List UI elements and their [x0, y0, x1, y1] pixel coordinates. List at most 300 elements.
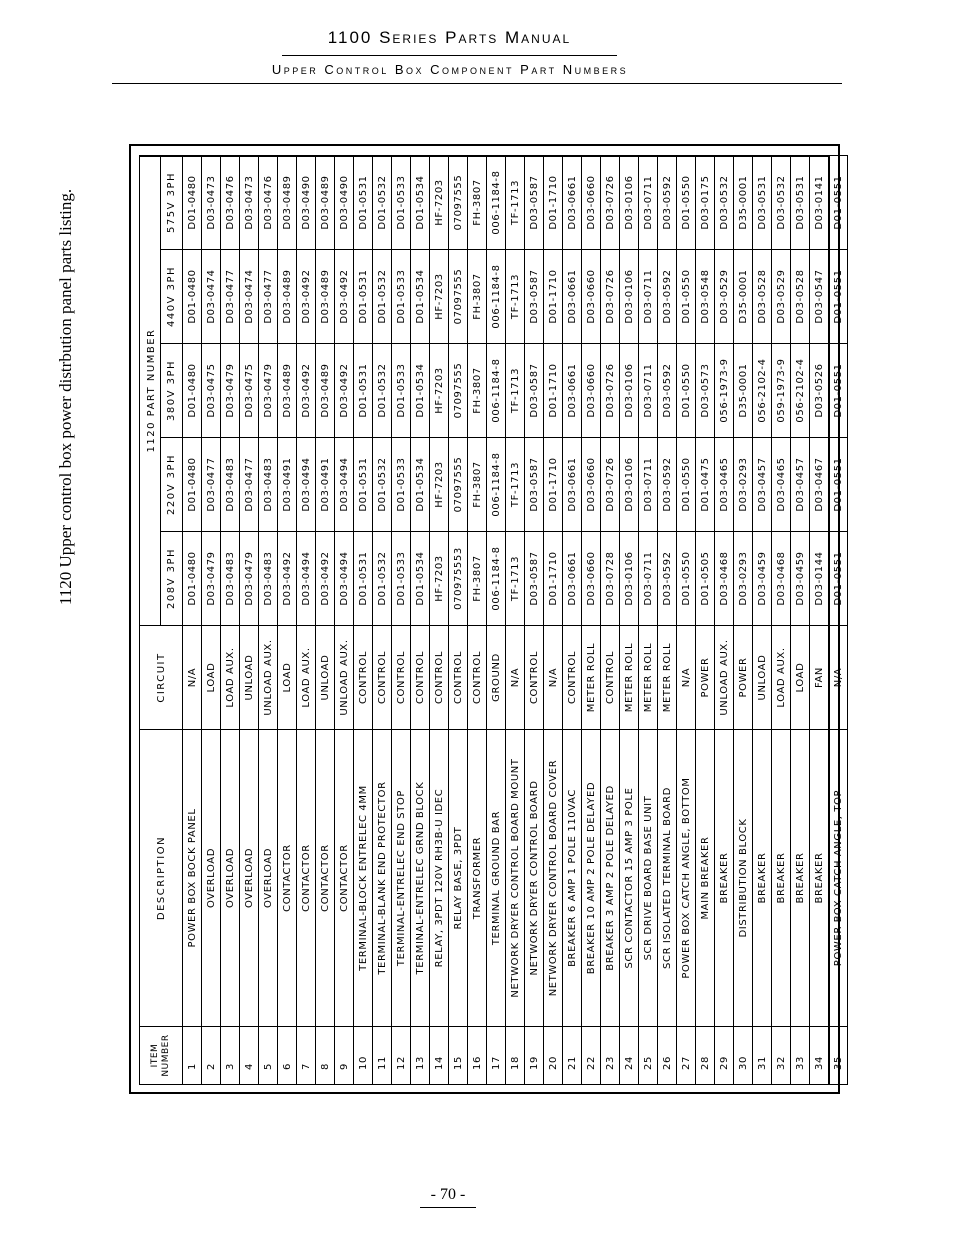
part-380v-cell: D35-0001	[734, 344, 753, 438]
item-number-cell: 35	[829, 1027, 848, 1085]
part-208v-cell: D03-0661	[563, 532, 582, 626]
item-number-cell: 29	[715, 1027, 734, 1085]
description-cell: BREAKER	[791, 730, 810, 1027]
part-208v-cell: HF-7203	[430, 532, 449, 626]
part-380v-cell: 056-1973-9	[715, 344, 734, 438]
table-row	[240, 155, 259, 1084]
circuit-cell: UNLOAD	[316, 626, 335, 730]
circuit-cell: UNLOAD AUX.	[715, 626, 734, 730]
description-cell: BREAKER	[772, 730, 791, 1027]
description-cell: CONTACTOR	[297, 730, 316, 1027]
part-208v-cell: FH-3807	[468, 532, 487, 626]
item-number-cell: 20	[544, 1027, 563, 1085]
description-cell: MAIN BREAKER	[696, 730, 715, 1027]
part-440v-cell: D03-0529	[715, 250, 734, 344]
part-575v-cell: D01-0534	[411, 155, 430, 249]
part-440v-cell: D01-0533	[392, 250, 411, 344]
circuit-cell: CONTROL	[601, 626, 620, 730]
table-row	[430, 155, 449, 1084]
item-number-cell: 16	[468, 1027, 487, 1085]
circuit-cell: FAN	[810, 626, 829, 730]
part-380v-cell: D03-0592	[658, 344, 677, 438]
item-number-cell: 7	[297, 1027, 316, 1085]
item-number-cell: 32	[772, 1027, 791, 1085]
part-440v-cell: D01-1710	[544, 250, 563, 344]
description-cell: TERMINAL-ENTRELEC END STOP	[392, 730, 411, 1027]
table-row	[715, 155, 734, 1084]
part-440v-cell: D03-0489	[278, 250, 297, 344]
table-row	[829, 155, 848, 1084]
part-575v-cell: D03-0473	[240, 155, 259, 249]
part-575v-cell: 006-1184-8	[487, 155, 506, 249]
part-208v-cell: D03-0728	[601, 532, 620, 626]
table-row	[563, 155, 582, 1084]
part-575v-cell: D03-0490	[335, 155, 354, 249]
circuit-cell: UNLOAD AUX.	[335, 626, 354, 730]
circuit-header: CIRCUIT	[140, 626, 183, 730]
description-cell: BREAKER	[715, 730, 734, 1027]
part-440v-cell: D03-0587	[525, 250, 544, 344]
part-208v-cell: D03-0144	[810, 532, 829, 626]
item-number-cell: 9	[335, 1027, 354, 1085]
circuit-cell: CONTROL	[392, 626, 411, 730]
table-row	[620, 155, 639, 1084]
part-575v-cell: D01-0480	[183, 155, 202, 249]
description-cell: BREAKER 3 AMP 2 POLE DELAYED	[601, 730, 620, 1027]
part-575v-cell: D03-0489	[278, 155, 297, 249]
circuit-cell: N/A	[677, 626, 696, 730]
part-220v-cell: D01-0551	[829, 438, 848, 532]
part-220v-cell: HF-7203	[430, 438, 449, 532]
part-575v-cell: D03-0531	[753, 155, 772, 249]
part-575v-cell: D03-0592	[658, 155, 677, 249]
circuit-cell: POWER	[734, 626, 753, 730]
voltage-header-575: 575V 3PH	[161, 155, 183, 249]
table-row	[183, 155, 202, 1084]
part-380v-cell: D03-0489	[278, 344, 297, 438]
table-row	[677, 155, 696, 1084]
description-cell: TERMINAL GROUND BAR	[487, 730, 506, 1027]
part-575v-cell: D03-0175	[696, 155, 715, 249]
part-380v-cell: 059-1973-9	[772, 344, 791, 438]
item-number-cell: 17	[487, 1027, 506, 1085]
part-440v-cell: D01-0532	[373, 250, 392, 344]
part-208v-cell: D01-0532	[373, 532, 392, 626]
item-number-cell: 23	[601, 1027, 620, 1085]
part-208v-cell: D01-0534	[411, 532, 430, 626]
table-row	[259, 155, 278, 1084]
circuit-cell: METER ROLL	[639, 626, 658, 730]
description-cell: OVERLOAD	[240, 730, 259, 1027]
part-208v-cell: D01-0480	[183, 532, 202, 626]
table-row	[221, 155, 240, 1084]
part-220v-cell: D03-0483	[259, 438, 278, 532]
circuit-cell: LOAD	[202, 626, 221, 730]
description-cell: BREAKER	[753, 730, 772, 1027]
header-row-group	[140, 155, 161, 1084]
part-208v-cell: D01-0533	[392, 532, 411, 626]
circuit-cell: GROUND	[487, 626, 506, 730]
part-380v-cell: D01-0480	[183, 344, 202, 438]
part-208v-cell: D03-0494	[297, 532, 316, 626]
item-number-cell: 27	[677, 1027, 696, 1085]
description-cell: SCR ISOLATED TERMINAL BOARD	[658, 730, 677, 1027]
part-575v-cell: 07097555	[449, 155, 468, 249]
part-220v-cell: D03-0465	[715, 438, 734, 532]
part-575v-cell: D03-0587	[525, 155, 544, 249]
circuit-cell: LOAD AUX.	[297, 626, 316, 730]
part-208v-cell: D03-0483	[259, 532, 278, 626]
description-cell: TERMINAL-BLANK END PROTECTOR	[373, 730, 392, 1027]
part-208v-cell: D01-0531	[354, 532, 373, 626]
part-575v-cell: D03-0476	[221, 155, 240, 249]
part-380v-cell: D01-0531	[354, 344, 373, 438]
part-208v-cell: D01-0551	[829, 532, 848, 626]
table-row	[278, 155, 297, 1084]
part-380v-cell: D03-0492	[297, 344, 316, 438]
part-380v-cell: 07097555	[449, 344, 468, 438]
part-380v-cell: D03-0587	[525, 344, 544, 438]
part-440v-cell: D03-0548	[696, 250, 715, 344]
part-575v-cell: D03-0726	[601, 155, 620, 249]
part-208v-cell: D03-0587	[525, 532, 544, 626]
part-220v-cell: D03-0293	[734, 438, 753, 532]
description-cell: CONTACTOR	[278, 730, 297, 1027]
part-220v-cell: D03-0477	[240, 438, 259, 532]
voltage-header-220: 220V 3PH	[161, 438, 183, 532]
table-row	[316, 155, 335, 1084]
part-575v-cell: D03-0660	[582, 155, 601, 249]
description-cell: BREAKER 6 AMP 1 POLE 110VAC	[563, 730, 582, 1027]
part-380v-cell: D03-0479	[259, 344, 278, 438]
description-cell: OVERLOAD	[221, 730, 240, 1027]
part-440v-cell: D01-0551	[829, 250, 848, 344]
part-380v-cell: D03-0106	[620, 344, 639, 438]
part-440v-cell: D01-0550	[677, 250, 696, 344]
item-number-cell: 14	[430, 1027, 449, 1085]
table-row	[335, 155, 354, 1084]
part-208v-cell: TF-1713	[506, 532, 525, 626]
part-220v-cell: D03-0491	[278, 438, 297, 532]
page-number: - 70 -	[430, 1186, 466, 1203]
circuit-cell: N/A	[506, 626, 525, 730]
part-380v-cell: D03-0660	[582, 344, 601, 438]
item-number-cell: 22	[582, 1027, 601, 1085]
part-380v-cell: 006-1184-8	[487, 344, 506, 438]
part-440v-cell: D01-0531	[354, 250, 373, 344]
part-208v-cell: D01-0505	[696, 532, 715, 626]
part-380v-cell: D01-0550	[677, 344, 696, 438]
circuit-cell: UNLOAD AUX.	[259, 626, 278, 730]
table-row	[772, 155, 791, 1084]
table-row	[791, 155, 810, 1084]
circuit-cell: METER ROLL	[658, 626, 677, 730]
table-row	[734, 155, 753, 1084]
item-number-cell: 28	[696, 1027, 715, 1085]
part-208v-cell: D01-1710	[544, 532, 563, 626]
part-380v-cell: D03-0726	[601, 344, 620, 438]
circuit-cell: CONTROL	[449, 626, 468, 730]
item-number-cell: 6	[278, 1027, 297, 1085]
part-220v-cell: D03-0477	[202, 438, 221, 532]
table-row	[202, 155, 221, 1084]
description-cell: DISTRIBUTION BLOCK	[734, 730, 753, 1027]
table-row	[753, 155, 772, 1084]
part-380v-cell: D01-0532	[373, 344, 392, 438]
parts-table-rotated	[139, 156, 844, 1085]
part-208v-cell: D03-0492	[278, 532, 297, 626]
circuit-cell: LOAD AUX.	[221, 626, 240, 730]
part-220v-cell: D03-0711	[639, 438, 658, 532]
item-number-cell: 30	[734, 1027, 753, 1085]
item-number-cell: 2	[202, 1027, 221, 1085]
part-220v-cell: D03-0457	[791, 438, 810, 532]
part-220v-cell: D03-0587	[525, 438, 544, 532]
description-cell: SCR CONTACTOR 15 AMP 3 POLE	[620, 730, 639, 1027]
part-220v-cell: D01-0475	[696, 438, 715, 532]
part-575v-cell: D01-0532	[373, 155, 392, 249]
circuit-cell: POWER	[696, 626, 715, 730]
part-220v-cell: D01-0533	[392, 438, 411, 532]
part-440v-cell: FH-3807	[468, 250, 487, 344]
part-220v-cell: D01-1710	[544, 438, 563, 532]
part-220v-cell: D03-0467	[810, 438, 829, 532]
table-row	[810, 155, 829, 1084]
part-208v-cell: 070975553	[449, 532, 468, 626]
part-575v-cell: D01-0551	[829, 155, 848, 249]
part-220v-cell: D01-0550	[677, 438, 696, 532]
item-number-cell: 15	[449, 1027, 468, 1085]
part-575v-cell: D03-0490	[297, 155, 316, 249]
description-cell: POWER BOX CATCH ANGLE, BOTTOM	[677, 730, 696, 1027]
table-row	[468, 155, 487, 1084]
part-208v-cell: D03-0459	[753, 532, 772, 626]
part-440v-cell: D03-0106	[620, 250, 639, 344]
part-380v-cell: D03-0573	[696, 344, 715, 438]
part-440v-cell: D03-0474	[240, 250, 259, 344]
part-220v-cell: D01-0480	[183, 438, 202, 532]
part-575v-cell: HF-7203	[430, 155, 449, 249]
part-380v-cell: D03-0492	[335, 344, 354, 438]
part-575v-cell: D35-0001	[734, 155, 753, 249]
part-440v-cell: 07097555	[449, 250, 468, 344]
part-440v-cell: D01-0480	[183, 250, 202, 344]
part-220v-cell: 07097555	[449, 438, 468, 532]
parts-table	[139, 155, 848, 1085]
part-220v-cell: D03-0494	[335, 438, 354, 532]
part-208v-cell: D03-0592	[658, 532, 677, 626]
part-380v-cell: D03-0475	[240, 344, 259, 438]
part-208v-cell: D03-0483	[221, 532, 240, 626]
part-440v-cell: D03-0492	[297, 250, 316, 344]
part-575v-cell: D03-0476	[259, 155, 278, 249]
part-440v-cell: TF-1713	[506, 250, 525, 344]
part-575v-cell: D03-0711	[639, 155, 658, 249]
part-208v-cell: D03-0468	[772, 532, 791, 626]
part-380v-cell: D03-0711	[639, 344, 658, 438]
voltage-header-208: 208V 3PH	[161, 532, 183, 626]
item-number-cell: 31	[753, 1027, 772, 1085]
title-rule	[282, 55, 617, 56]
part-208v-cell: D03-0106	[620, 532, 639, 626]
description-cell: TERMINAL-BLOCK ENTRELEC 4MM	[354, 730, 373, 1027]
table-row	[601, 155, 620, 1084]
part-380v-cell: D03-0489	[316, 344, 335, 438]
page-number-rule	[420, 1207, 476, 1208]
item-number-cell: 25	[639, 1027, 658, 1085]
item-number-cell: 12	[392, 1027, 411, 1085]
circuit-cell: N/A	[544, 626, 563, 730]
part-380v-cell: 056-2102-4	[791, 344, 810, 438]
description-cell: TERMINAL-ENTRELEC GRND BLOCK	[411, 730, 430, 1027]
part-575v-cell: D03-0106	[620, 155, 639, 249]
part-380v-cell: D03-0479	[221, 344, 240, 438]
description-cell: TRANSFORMER	[468, 730, 487, 1027]
part-380v-cell: FH-3807	[468, 344, 487, 438]
item-number-cell: 21	[563, 1027, 582, 1085]
figure-caption: 1120 Upper control box power distrbution panel parts listing.	[56, 188, 75, 606]
part-220v-cell: D03-0660	[582, 438, 601, 532]
circuit-cell: CONTROL	[354, 626, 373, 730]
part-440v-cell: D03-0477	[259, 250, 278, 344]
part-440v-cell: D03-0528	[753, 250, 772, 344]
part-440v-cell: 006-1184-8	[487, 250, 506, 344]
part-208v-cell: D03-0711	[639, 532, 658, 626]
part-575v-cell: D01-0533	[392, 155, 411, 249]
circuit-cell: METER ROLL	[582, 626, 601, 730]
part-380v-cell: D01-0534	[411, 344, 430, 438]
manual-title: 1100 Series Parts Manual	[327, 28, 572, 47]
circuit-cell: UNLOAD	[753, 626, 772, 730]
description-cell: OVERLOAD	[202, 730, 221, 1027]
description-cell: CONTACTOR	[316, 730, 335, 1027]
part-380v-cell: TF-1713	[506, 344, 525, 438]
table-row	[373, 155, 392, 1084]
item-number-cell: 8	[316, 1027, 335, 1085]
part-575v-cell: D01-0531	[354, 155, 373, 249]
voltage-header-380: 380V 3PH	[161, 344, 183, 438]
part-440v-cell: D03-0726	[601, 250, 620, 344]
part-208v-cell: D03-0492	[316, 532, 335, 626]
table-row	[392, 155, 411, 1084]
section-subtitle: Upper Control Box Component Part Numbers	[271, 62, 629, 77]
description-cell: NETWORK DRYER CONTROL BOARD	[525, 730, 544, 1027]
part-208v-cell: D03-0660	[582, 532, 601, 626]
table-row	[487, 155, 506, 1084]
part-208v-cell: D03-0468	[715, 532, 734, 626]
item-number-cell: 10	[354, 1027, 373, 1085]
part-number-group-header: 1120 PART NUMBER	[140, 155, 161, 625]
circuit-cell: LOAD	[791, 626, 810, 730]
circuit-cell: CONTROL	[563, 626, 582, 730]
part-208v-cell: D03-0459	[791, 532, 810, 626]
part-208v-cell: D03-0494	[335, 532, 354, 626]
part-575v-cell: D01-1710	[544, 155, 563, 249]
part-440v-cell: D03-0660	[582, 250, 601, 344]
part-220v-cell: D03-0465	[772, 438, 791, 532]
part-220v-cell: D03-0592	[658, 438, 677, 532]
part-220v-cell: D01-0531	[354, 438, 373, 532]
part-575v-cell: D03-0141	[810, 155, 829, 249]
part-380v-cell: D03-0526	[810, 344, 829, 438]
part-220v-cell: FH-3807	[468, 438, 487, 532]
header-rule	[112, 83, 842, 84]
part-208v-cell: 006-1184-8	[487, 532, 506, 626]
part-440v-cell: D03-0529	[772, 250, 791, 344]
circuit-cell: UNLOAD	[240, 626, 259, 730]
part-208v-cell: D03-0479	[240, 532, 259, 626]
circuit-cell: CONTROL	[373, 626, 392, 730]
voltage-header-440: 440V 3PH	[161, 250, 183, 344]
part-440v-cell: D01-0534	[411, 250, 430, 344]
parts-table-body	[183, 155, 848, 1084]
part-380v-cell: D01-0551	[829, 344, 848, 438]
part-440v-cell: D35-0001	[734, 250, 753, 344]
item-number-cell: 11	[373, 1027, 392, 1085]
description-cell: POWER BOX BOCK PANEL	[183, 730, 202, 1027]
part-440v-cell: D03-0528	[791, 250, 810, 344]
part-575v-cell: D03-0473	[202, 155, 221, 249]
part-220v-cell: D03-0494	[297, 438, 316, 532]
part-440v-cell: D03-0477	[221, 250, 240, 344]
item-number-cell: 18	[506, 1027, 525, 1085]
table-row	[354, 155, 373, 1084]
item-number-cell: 19	[525, 1027, 544, 1085]
part-220v-cell: D01-0534	[411, 438, 430, 532]
item-number-cell: 34	[810, 1027, 829, 1085]
description-cell: NETWORK DRYER CONTROL BOARD COVER	[544, 730, 563, 1027]
part-208v-cell: D01-0550	[677, 532, 696, 626]
part-440v-cell: D03-0489	[316, 250, 335, 344]
part-575v-cell: D03-0661	[563, 155, 582, 249]
circuit-cell: LOAD	[278, 626, 297, 730]
part-220v-cell: D03-0483	[221, 438, 240, 532]
part-380v-cell: D03-0475	[202, 344, 221, 438]
item-number-cell: 24	[620, 1027, 639, 1085]
part-208v-cell: D03-0479	[202, 532, 221, 626]
part-440v-cell: HF-7203	[430, 250, 449, 344]
circuit-cell: CONTROL	[468, 626, 487, 730]
description-cell: RELAY BASE, 3PDT	[449, 730, 468, 1027]
part-220v-cell: TF-1713	[506, 438, 525, 532]
part-380v-cell: HF-7203	[430, 344, 449, 438]
description-cell: RELAY, 3PDT 120V RH3B-U IDEC	[430, 730, 449, 1027]
description-cell: OVERLOAD	[259, 730, 278, 1027]
table-row	[544, 155, 563, 1084]
description-cell: CONTACTOR	[335, 730, 354, 1027]
item-number-cell: 3	[221, 1027, 240, 1085]
table-row	[696, 155, 715, 1084]
description-cell: SCR DRIVE BOARD BASE UNIT	[639, 730, 658, 1027]
part-575v-cell: D03-0532	[715, 155, 734, 249]
table-row	[506, 155, 525, 1084]
item-number-cell: 26	[658, 1027, 677, 1085]
item-number-cell: 5	[259, 1027, 278, 1085]
part-440v-cell: D03-0592	[658, 250, 677, 344]
part-220v-cell: D03-0491	[316, 438, 335, 532]
part-440v-cell: D03-0661	[563, 250, 582, 344]
circuit-cell: N/A	[829, 626, 848, 730]
part-208v-cell: D03-0293	[734, 532, 753, 626]
part-575v-cell: TF-1713	[506, 155, 525, 249]
part-575v-cell: D03-0532	[772, 155, 791, 249]
circuit-cell: LOAD AUX.	[772, 626, 791, 730]
table-row	[411, 155, 430, 1084]
part-380v-cell: D03-0661	[563, 344, 582, 438]
part-440v-cell: D03-0492	[335, 250, 354, 344]
part-440v-cell: D03-0547	[810, 250, 829, 344]
item-number-cell: 1	[183, 1027, 202, 1085]
